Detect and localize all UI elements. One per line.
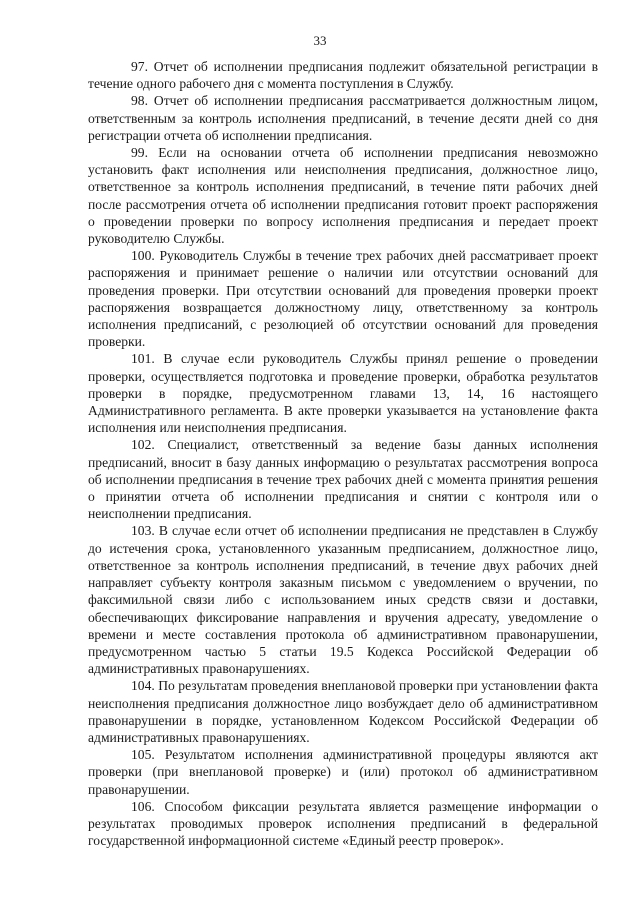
paragraph-103: 103. В случае если отчет об исполнении предписания не представлен в Службу до истечения срока, установленного указанным предписанием, должностное лицо, ответственное за контроль исполнения предписаний, в течение двух рабочих дней направляет субъекту контроля заказным письмом с уведомлением о вручении, по факсимильной связи либо с использованием иных средств связи и доставки, обеспечивающих фиксирование направления и вручения адресату, уведомление о времени и месте составления протокола об административном правонарушении, предусмотренном частью 5 статьи 19.5 Кодекса Российской Федерации об административных правонарушениях.	[88, 523, 598, 677]
paragraph-99: 99. Если на основании отчета об исполнении предписания невозможно установить факт исполнения или неисполнения предписания, должностное лицо, ответственное за контроль исполнения предписаний, в течение пяти рабочих дней после рассмотрения отчета об исполнении предписания готовит проект распоряжения о проведении проверки по вопросу исполнения предписания и передает проект руководителю Службы.	[88, 145, 598, 247]
paragraph-102: 102. Специалист, ответственный за ведение базы данных исполнения предписаний, вносит в базу данных информацию о результатах рассмотрения вопроса об исполнении предписания в течение трех рабочих дней с момента принятия решения о принятии отчета об исполнении предписания и снятии с контроля или о неисполнении предписания.	[88, 437, 598, 522]
document-body	[88, 58, 598, 849]
paragraph-100: 100. Руководитель Службы в течение трех рабочих дней рассматривает проект распоряжения и принимает решение о наличии или отсутствии оснований для проведения проверки. При отсутствии оснований для проведения проверки проект распоряжения возвращается должностному лицу, ответственному за контроль исполнения предписаний, с резолюцией об отсутствии оснований для проведения проверки.	[88, 248, 598, 350]
paragraph-101: 101. В случае если руководитель Службы принял решение о проведении проверки, осуществляется подготовка и проведение проверки, обработка результатов проверки в порядке, предусмотренном главами 13, 14, 16 настоящего Административного регламента. В акте проверки указывается на установление факта исполнения или неисполнения предписания.	[88, 351, 598, 436]
paragraph-97: 97. Отчет об исполнении предписания подлежит обязательной регистрации в течение одного рабочего дня с момента поступления в Службу.	[88, 59, 598, 92]
paragraph-105: 105. Результатом исполнения административной процедуры являются акт проверки (при внеплановой проверке) и (или) протокол об административном правонарушении.	[88, 747, 598, 797]
page-number: 33	[313, 33, 327, 48]
paragraph-98: 98. Отчет об исполнении предписания рассматривается должностным лицом, ответственным за контроль исполнения предписаний, в течение десяти дней со дня регистрации отчета об исполнении предписания.	[88, 93, 598, 143]
paragraph-104: 104. По результатам проведения внеплановой проверки при установлении факта неисполнения предписания должностное лицо возбуждает дело об административном правонарушении в порядке, установленном Кодексом Российской Федерации об административных правонарушениях.	[88, 678, 598, 745]
paragraph-106: 106. Способом фиксации результата является размещение информации о результатах проводимых проверок исполнения предписаний в федеральной государственной информационной системе «Единый реестр проверок».	[88, 798, 598, 849]
